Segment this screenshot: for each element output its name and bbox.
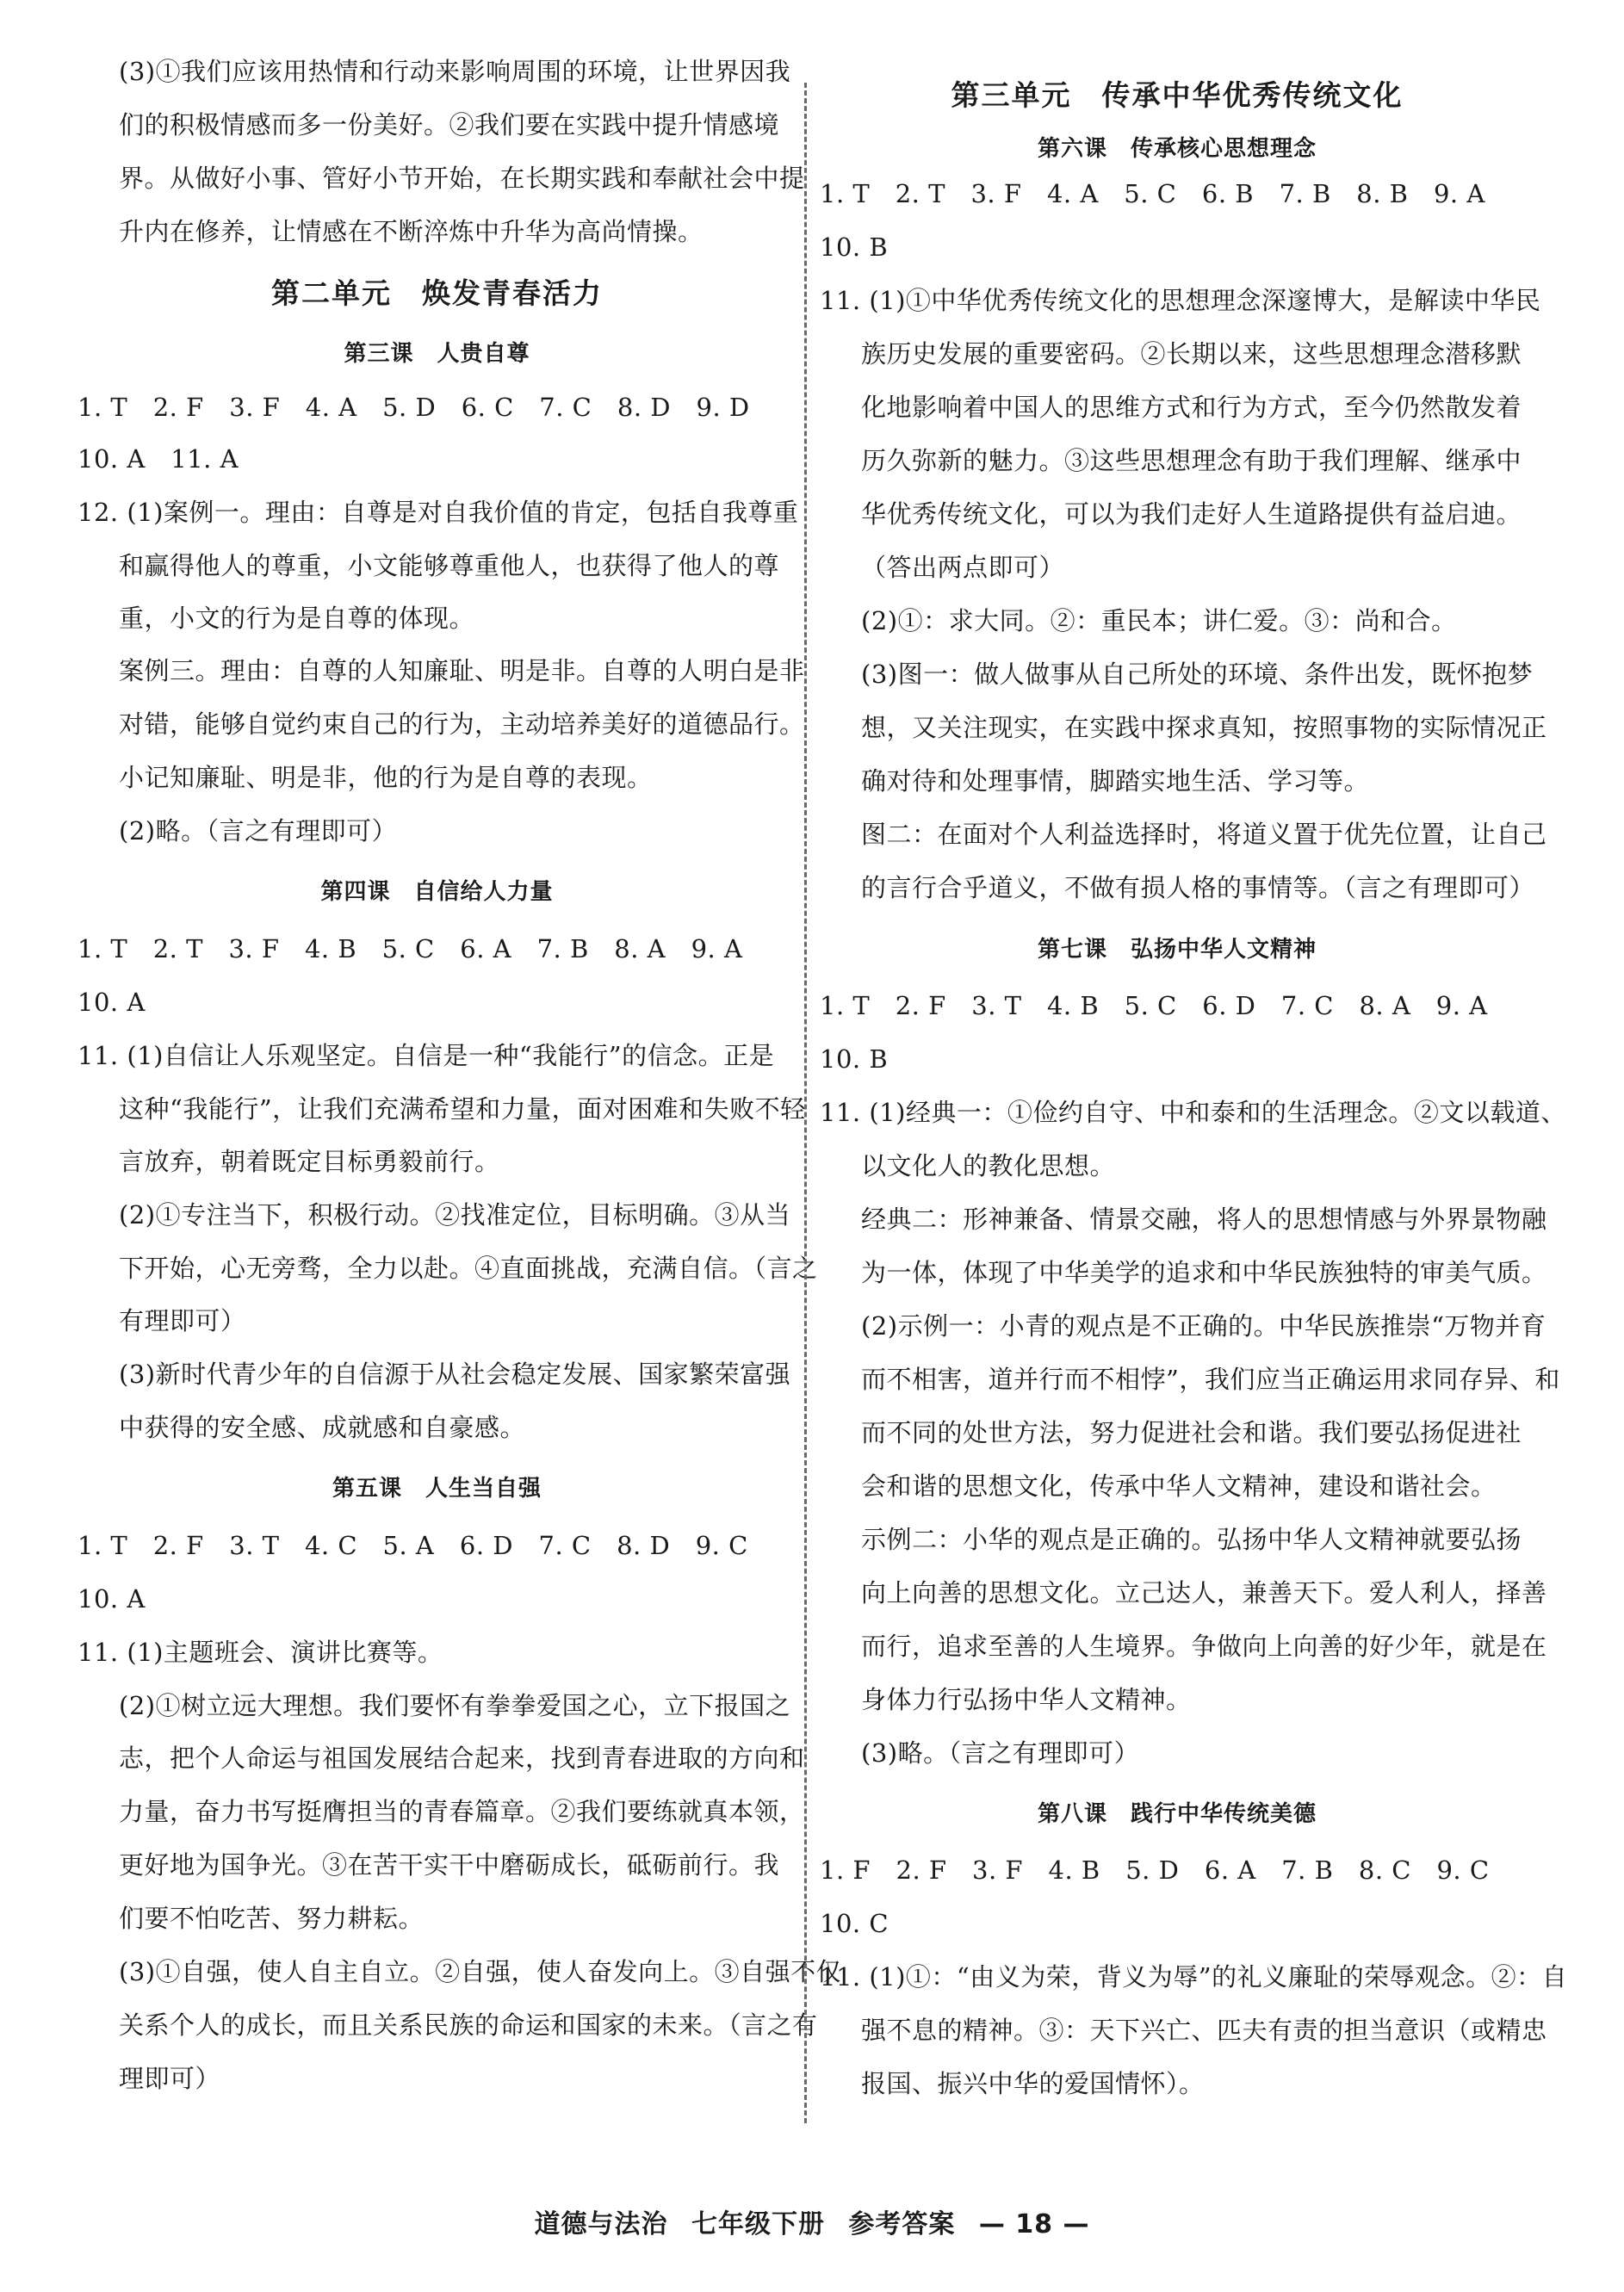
answer-line: 12. (1)案例一。理由：自尊是对自我价值的肯定，包括自我尊重 xyxy=(77,498,799,527)
answer-line: 10. B xyxy=(820,232,889,262)
answer-line: 华优秀传统文化，可以为我们走好人生道路提供有益启迪。 xyxy=(861,499,1522,529)
answer-line: 下开始，心无旁骛，全力以赴。④直面挑战，充满自信。（言之 xyxy=(119,1254,818,1283)
lesson-title: 第三课 人贵自尊 xyxy=(344,341,530,367)
answer-line: 而不相害，道并行而不相悖”，我们应当正确运用求同存异、和 xyxy=(861,1365,1560,1394)
answer-line: 1. T 2. F 3. T 4. B 5. C 6. D 7. C 8. A 9. A xyxy=(820,991,1488,1020)
answer-line: 志，把个人命运与祖国发展结合起来，找到青春进取的方向和 xyxy=(119,1744,805,1773)
answer-line: 11. (1)①中华优秀传统文化的思想理念深邃博大，是解读中华民 xyxy=(820,286,1541,315)
answer-line: 族历史发展的重要密码。②长期以来，这些思想理念潜移默 xyxy=(861,339,1522,369)
column-divider xyxy=(804,83,807,2123)
footer-subject: 道德与法治 xyxy=(534,2209,668,2239)
lesson-title: 第七课 弘扬中华人文精神 xyxy=(1037,937,1317,963)
lesson-title: 第八课 践行中华传统美德 xyxy=(1037,1801,1317,1827)
answer-line: (2)示例一：小青的观点是不正确的。中华民族推崇“万物并育 xyxy=(861,1311,1547,1341)
lesson-title: 第五课 人生当自强 xyxy=(332,1476,542,1502)
lesson-title: 第六课 传承核心思想理念 xyxy=(1037,136,1317,162)
answer-line: 和赢得他人的尊重，小文能够尊重他人，也获得了他人的尊 xyxy=(119,551,780,580)
answer-line: 想，又关注现实，在实践中探求真知，按照事物的实际情况正 xyxy=(861,713,1547,742)
answer-line: 中获得的安全感、成就感和自豪感。 xyxy=(119,1413,526,1442)
answer-line: 强不息的精神。③：天下兴亡、匹夫有责的担当意识（或精忠 xyxy=(861,2016,1547,2045)
answer-line: 有理即可） xyxy=(119,1306,246,1335)
answer-line: (3)新时代青少年的自信源于从社会稳定发展、国家繁荣富强 xyxy=(119,1360,791,1389)
answer-line: 历久弥新的魅力。③这些思想理念有助于我们理解、继承中 xyxy=(861,446,1522,475)
answer-line: 1. T 2. F 3. T 4. C 5. A 6. D 7. C 8. D 9. C xyxy=(77,1531,748,1560)
answer-line: 会和谐的思想文化，传承中华人文精神，建设和谐社会。 xyxy=(861,1471,1497,1501)
answer-line: 1. T 2. F 3. F 4. A 5. D 6. C 7. C 8. D 9. D xyxy=(77,393,750,422)
answer-line: 11. (1)经典一：①俭约自守、中和泰和的生活理念。②文以载道、 xyxy=(820,1098,1566,1127)
answer-line: 报国、振兴中华的爱国情怀）。 xyxy=(861,2069,1205,2098)
answer-line: 更好地为国争光。③在苦干实干中磨砺成长，砥砺前行。我 xyxy=(119,1850,780,1880)
answer-line: 小记知廉耻、明是非，他的行为是自尊的表现。 xyxy=(119,763,653,792)
answer-line: (3)略。（言之有理即可） xyxy=(861,1738,1140,1768)
answer-line: 以文化人的教化思想。 xyxy=(861,1151,1116,1180)
answer-line: 升内在修养，让情感在不断淬炼中升华为高尚情操。 xyxy=(119,217,704,246)
answer-line: 身体力行弘扬中华人文精神。 xyxy=(861,1685,1192,1714)
unit-title: 第三单元 传承中华优秀传统文化 xyxy=(951,78,1404,112)
answer-line: 这种“我能行”，让我们充满希望和力量，面对困难和失败不轻 xyxy=(119,1094,806,1124)
answer-line: 10. A xyxy=(77,1584,146,1614)
answer-line: 图二：在面对个人利益选择时，将道义置于优先位置，让自己 xyxy=(861,820,1547,849)
answer-line: (2)①：求大同。②：重民本；讲仁爱。③：尚和合。 xyxy=(861,606,1457,635)
answer-line: （答出两点即可） xyxy=(861,553,1065,582)
answer-line: 10. B xyxy=(820,1044,889,1074)
answer-line: 向上向善的思想文化。立己达人，兼善天下。爱人利人，择善 xyxy=(861,1578,1547,1607)
answer-line: 化地影响着中国人的思维方式和行为方式，至今仍然散发着 xyxy=(861,393,1522,422)
answer-line: 10. A xyxy=(77,988,146,1017)
footer-grade: 七年级下册 xyxy=(691,2209,825,2239)
answer-line: 1. T 2. T 3. F 4. B 5. C 6. A 7. B 8. A 9. A xyxy=(77,934,743,963)
answer-line: 10. A 11. A xyxy=(77,444,239,474)
answer-line: 而不同的处世方法，努力促进社会和谐。我们要弘扬促进社 xyxy=(861,1418,1522,1447)
answer-line: (2)①树立远大理想。我们要怀有拳拳爱国之心，立下报国之 xyxy=(119,1691,791,1720)
answer-line: 言放弃，朝着既定目标勇毅前行。 xyxy=(119,1147,500,1176)
page-number: — 18 — xyxy=(978,2209,1090,2239)
answer-line: 重，小文的行为是自尊的体现。 xyxy=(119,604,475,633)
answer-line: 关系个人的成长，而且关系民族的命运和国家的未来。（言之有 xyxy=(119,2010,818,2040)
footer-section: 参考答案 xyxy=(848,2209,956,2239)
answer-line: 理即可） xyxy=(119,2064,221,2093)
answer-line: 为一体，体现了中华美学的追求和中华民族独特的审美气质。 xyxy=(861,1258,1547,1287)
answer-line: 10. C xyxy=(820,1909,889,1938)
answer-line: (3)①我们应该用热情和行动来影响周围的环境，让世界因我 xyxy=(119,57,791,86)
answer-line: 经典二：形神兼备、情景交融，将人的思想情感与外界景物融 xyxy=(861,1205,1547,1234)
answer-line: (3)①自强，使人自主自立。②自强，使人奋发向上。③自强不仅 xyxy=(119,1957,842,1986)
answer-line: 11. (1)自信让人乐观坚定。自信是一种“我能行”的信念。正是 xyxy=(77,1041,775,1070)
answer-line: 们的积极情感而多一份美好。②我们要在实践中提升情感境 xyxy=(119,110,780,139)
answer-line: 力量，奋力书写挺膺担当的青春篇章。②我们要练就真本领， xyxy=(119,1797,805,1826)
answer-line: (3)图一：做人做事从自己所处的环境、条件出发，既怀抱梦 xyxy=(861,660,1534,689)
answer-line: 示例二：小华的观点是正确的。弘扬中华人文精神就要弘扬 xyxy=(861,1525,1522,1554)
answer-line: 案例三。理由：自尊的人知廉耻、明是非。自尊的人明白是非 xyxy=(119,656,805,685)
answer-line: 界。从做好小事、管好小节开始，在长期实践和奉献社会中提 xyxy=(119,164,805,193)
answer-line: 1. T 2. T 3. F 4. A 5. C 6. B 7. B 8. B 9. A xyxy=(820,179,1485,208)
answer-line: (2)略。（言之有理即可） xyxy=(119,816,398,846)
answer-line: 确对待和处理事情，脚踏实地生活、学习等。 xyxy=(861,766,1370,796)
answer-line: 而行，追求至善的人生境界。争做向上向善的好少年，就是在 xyxy=(861,1632,1547,1661)
answer-line: 11. (1)主题班会、演讲比赛等。 xyxy=(77,1638,443,1667)
unit-title: 第二单元 焕发青春活力 xyxy=(271,276,603,310)
answer-line: 1. F 2. F 3. F 4. B 5. D 6. A 7. B 8. C 9. C xyxy=(820,1855,1490,1885)
answer-line: 的言行合乎道义，不做有损人格的事情等。（言之有理即可） xyxy=(861,873,1535,902)
answer-line: 11. (1)①：“由义为荣，背义为辱”的礼义廉耻的荣辱观念。②：自 xyxy=(820,1962,1568,1992)
lesson-title: 第四课 自信给人力量 xyxy=(320,879,554,905)
answer-line: (2)①专注当下，积极行动。②找准定位，目标明确。③从当 xyxy=(119,1200,791,1230)
page-footer xyxy=(0,2202,1624,2240)
answer-line: 们要不怕吃苦、努力耕耘。 xyxy=(119,1904,425,1933)
answer-line: 对错，能够自觉约束自己的行为，主动培养美好的道德品行。 xyxy=(119,709,805,739)
